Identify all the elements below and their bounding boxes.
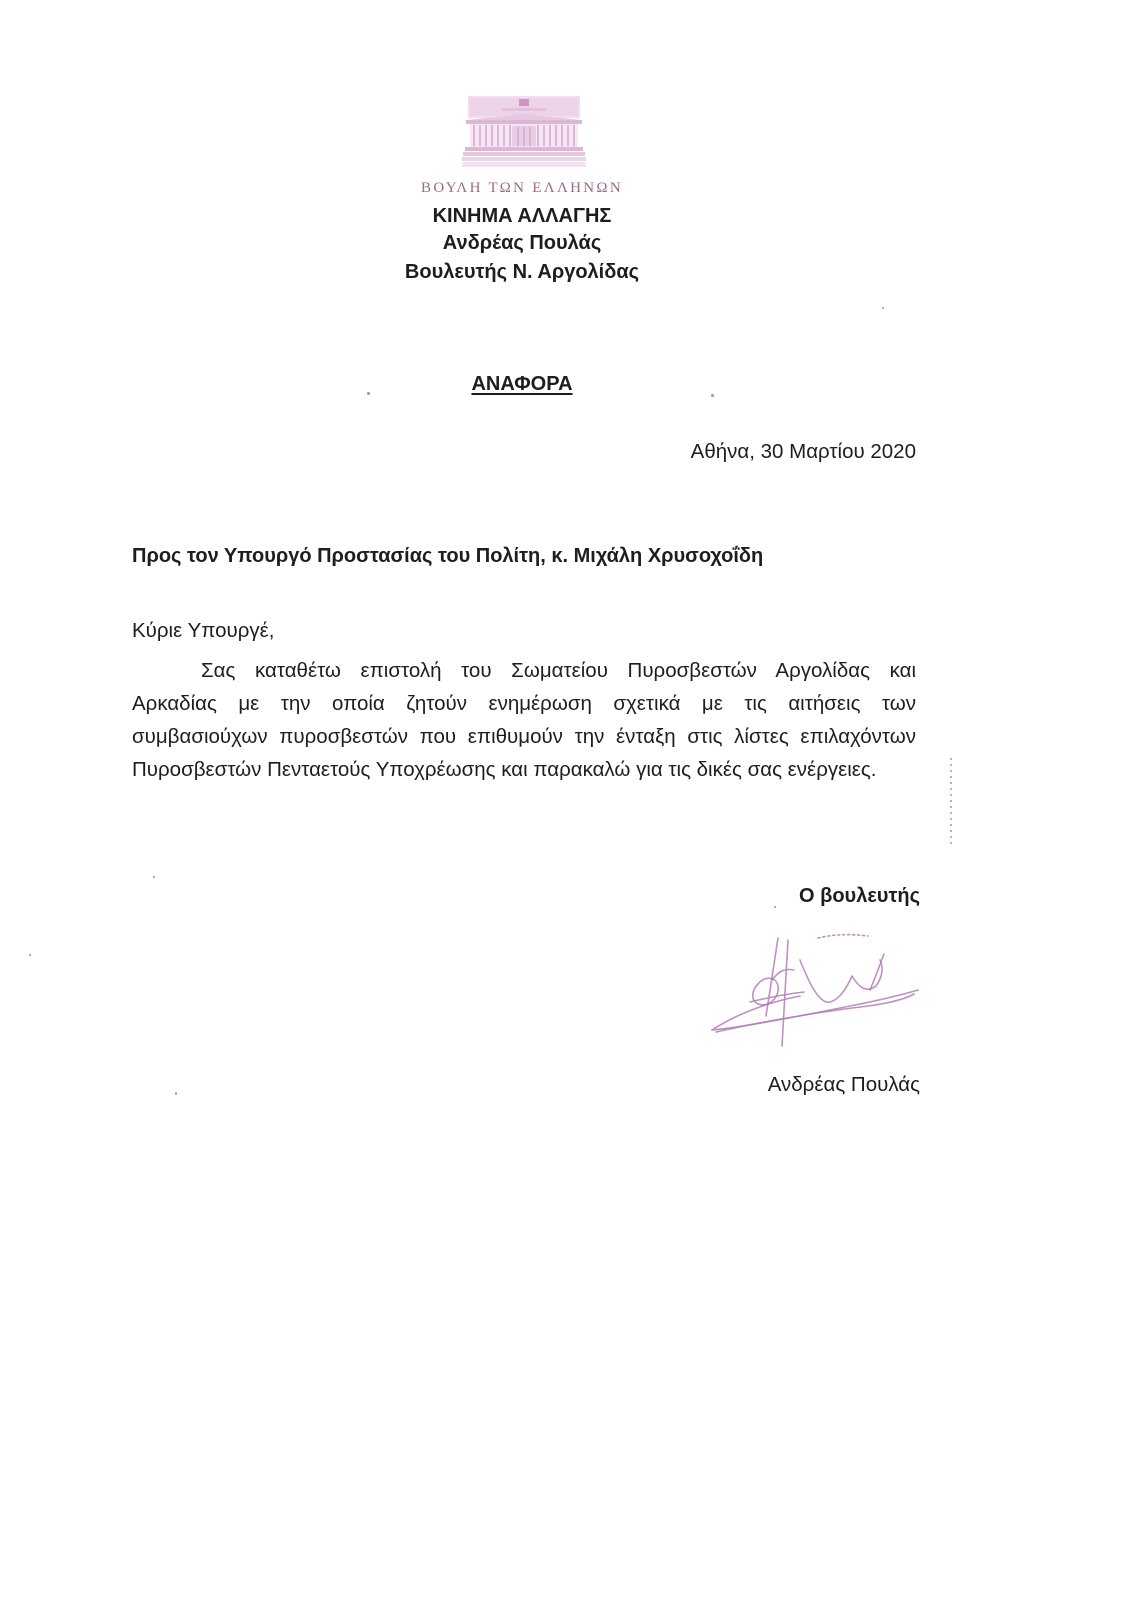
salutation: Κύριε Υπουργέ, [132,619,275,642]
scan-speck [367,392,370,395]
body-line: Σας καταθέτω επιστολή του Σωματείου Πυροσβεστών Αργολίδας και [201,659,916,682]
mp-name: Ανδρέας Πουλάς [442,232,602,254]
scan-speck [882,307,884,309]
signatory-name: Ανδρέας Πουλάς [767,1073,920,1096]
institution-name: ΒΟΥΛΗ ΤΩΝ ΕΛΛΗΝΩΝ [421,180,623,196]
document-title: ΑΝΑΦΟΡΑ [471,373,573,395]
body-line: συμβασιούχων πυροσβεστών που επιθυμούν την ένταξη στις λίστες επιλαχόντων [132,725,916,748]
scan-speck [774,906,776,908]
body-line: Αρκαδίας με την οποία ζητούν ενημέρωση σχετικά με τις αιτήσεις των [132,692,916,715]
scan-speck [711,394,714,397]
mp-title: Βουλευτής Ν. Αργολίδας [404,261,640,283]
handwritten-signature [700,920,930,1060]
place-date: Αθήνα, 30 Μαρτίου 2020 [690,440,916,463]
scan-edge-mark [950,758,952,844]
parliament-building-icon [462,95,586,169]
scan-speck [153,876,155,878]
body-line: Πυροσβεστών Πενταετούς Υποχρέωσης και παρακαλώ για τις δικές σας ενέργειες. [132,758,877,781]
party-name: ΚΙΝΗΜΑ ΑΛΛΑΓΗΣ [432,205,612,227]
signoff-role: Ο βουλευτής [799,885,920,907]
scan-speck [175,1092,177,1095]
addressee: Προς τον Υπουργό Προστασίας του Πολίτη, κ. Μιχάλη Χρυσοχοΐδη [132,545,764,567]
scan-speck [29,954,31,956]
